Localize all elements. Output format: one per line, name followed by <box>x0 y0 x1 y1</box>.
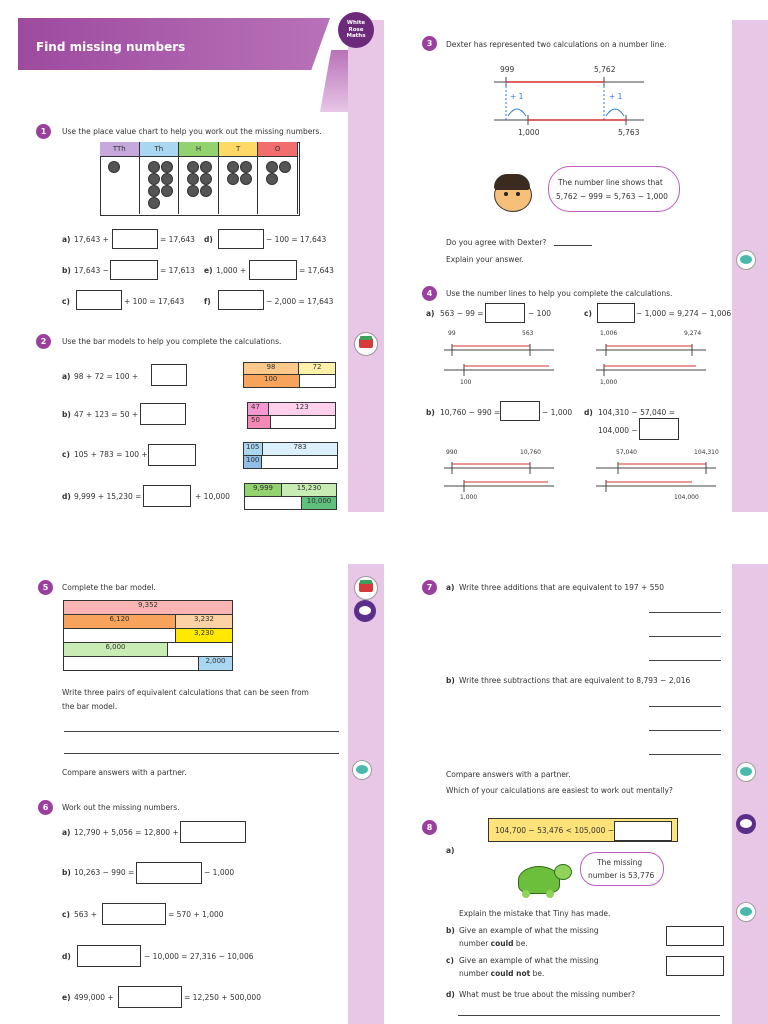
pv-counter <box>200 185 212 197</box>
q8b-line2: number could be. <box>459 939 528 948</box>
q5-bar-6120: 6,120 <box>63 614 176 629</box>
q4a-label: a) <box>426 309 435 318</box>
q1b-answer-box[interactable] <box>110 260 158 280</box>
pv-counter <box>148 197 160 209</box>
tiny-tortoise-avatar <box>510 856 574 902</box>
pv-counter <box>161 185 173 197</box>
q2a-left: 98 + 72 = 100 + <box>74 372 139 381</box>
question-6-number: 6 <box>38 800 53 815</box>
q2b-bar-47: 47 <box>247 402 269 416</box>
q4a-right: − 100 <box>528 309 551 318</box>
worksheet-page-4 <box>384 512 768 1024</box>
q2c-bar-blank[interactable] <box>261 455 338 469</box>
q1d-right: − 100 = 17,643 <box>266 235 327 244</box>
discuss-icon <box>352 760 372 780</box>
calculator-icon <box>354 576 378 600</box>
pv-counter <box>187 161 199 173</box>
q1f-right: − 2,000 = 17,643 <box>266 297 334 306</box>
q1a-right: = 17,643 <box>160 235 195 244</box>
q4c-label: c) <box>584 309 592 318</box>
q4a-number-lines <box>444 336 554 378</box>
q2c-left: 105 + 783 = 100 + <box>74 450 148 459</box>
q5-write-line-1: Write three pairs of equivalent calculations that can be seen from <box>62 688 309 697</box>
question-3-number: 3 <box>422 36 437 51</box>
q3-label-999: 999 <box>500 65 515 74</box>
q4d-label: d) <box>584 408 593 417</box>
pv-counter <box>240 173 252 185</box>
q5-write-line-2: the bar model. <box>62 702 118 711</box>
q8b-answer-box[interactable] <box>666 926 724 946</box>
q6c-answer-box[interactable] <box>102 903 166 925</box>
q5-bar-9352: 9,352 <box>63 600 233 615</box>
q5-bar-blank-1[interactable] <box>63 628 176 643</box>
q7a-line-1[interactable] <box>649 612 721 613</box>
q6a-answer-box[interactable] <box>180 821 246 843</box>
page-side-stripe <box>348 20 384 512</box>
q7b-label: b) <box>446 676 455 685</box>
calculator-icon <box>354 332 378 356</box>
q6e-label: e) <box>62 993 71 1002</box>
q3-instruction: Dexter has represented two calculations on a number line. <box>446 40 667 49</box>
q2b-bar-123: 123 <box>268 402 336 416</box>
pv-counter <box>161 173 173 185</box>
q1a-left: 17,643 + <box>74 235 109 244</box>
q4c-label-1000: 1,000 <box>600 379 618 386</box>
q4c-label-9274: 9,274 <box>684 330 702 337</box>
q4d-number-lines <box>596 456 716 494</box>
q3-jump-1: + 1 <box>510 92 524 101</box>
page-side-stripe <box>348 564 384 1024</box>
pv-counter <box>266 173 278 185</box>
q4c-number-lines <box>596 336 706 378</box>
q7-which: Which of your calculations are easiest to work out mentally? <box>446 786 673 795</box>
q1d-label: d) <box>204 235 213 244</box>
header-tab <box>320 50 348 112</box>
page-title: Find missing numbers <box>36 40 186 54</box>
pv-header-h: H <box>179 142 218 157</box>
tiny-speech-line-1: The missing <box>597 858 643 867</box>
q3-label-5763: 5,763 <box>618 128 640 137</box>
q7b-line-2[interactable] <box>649 730 721 731</box>
q6c-left: 563 + <box>74 910 97 919</box>
q8a-explain: Explain the mistake that Tiny has made. <box>459 909 611 918</box>
q2a-answer-box[interactable] <box>151 364 187 386</box>
pv-column-o <box>258 142 298 214</box>
q3-agree-line[interactable] <box>554 245 592 246</box>
q5-bar-3230: 3,230 <box>175 628 233 643</box>
q4b-right: − 1,000 <box>542 408 573 417</box>
q8a-label: a) <box>446 846 455 855</box>
dexter-speech-bubble <box>548 166 680 212</box>
q2c-bar-100: 100 <box>243 455 262 469</box>
q6e-answer-box[interactable] <box>118 986 182 1008</box>
q4b-label-990: 990 <box>446 449 458 456</box>
brain-icon <box>354 600 376 622</box>
pv-counter <box>148 185 160 197</box>
question-8-number: 8 <box>422 820 437 835</box>
dexter-speech-line-2: 5,762 − 999 = 5,763 − 1,000 <box>556 192 668 201</box>
q8-statement-answer-box[interactable] <box>614 821 672 841</box>
pv-column-tth <box>100 142 140 214</box>
place-value-columns <box>100 142 298 214</box>
white-rose-logo: White Rose Maths <box>338 12 374 48</box>
worksheet-page-3 <box>0 512 384 1024</box>
q5-bar-6000: 6,000 <box>63 642 168 657</box>
q8c-line1: Give an example of what the missing <box>459 956 599 965</box>
q4a-label-99: 99 <box>448 330 456 337</box>
q5-answer-line-1[interactable] <box>64 731 339 732</box>
q6e-right: = 12,250 + 500,000 <box>184 993 261 1002</box>
pv-header-th: Th <box>140 142 179 157</box>
q5-bar-blank-3[interactable] <box>63 656 199 671</box>
q4d-label-57040: 57,040 <box>616 449 637 456</box>
q6a-left: 12,790 + 5,056 = 12,800 + <box>74 828 179 837</box>
q5-bar-blank-2[interactable] <box>167 642 233 657</box>
q1c-answer-box[interactable] <box>76 290 122 310</box>
q5-bar-2000: 2,000 <box>198 656 233 671</box>
q1-instruction: Use the place value chart to help you work out the missing numbers. <box>62 127 322 136</box>
q6d-right: − 10,000 = 27,316 − 10,006 <box>144 952 254 961</box>
q4d-line1: 104,310 − 57,040 = <box>598 408 675 417</box>
q2d-left: 9,999 + 15,230 = <box>74 492 142 501</box>
pv-counter <box>148 161 160 173</box>
q2c-bar-105: 105 <box>243 442 263 456</box>
q2d-bar-blank[interactable] <box>244 496 302 510</box>
pv-column-t <box>219 142 259 214</box>
pv-counter <box>227 173 239 185</box>
pv-counter <box>227 161 239 173</box>
q2a-bar-72: 72 <box>298 362 336 375</box>
q8b-line1: Give an example of what the missing <box>459 926 599 935</box>
question-4-number: 4 <box>422 286 437 301</box>
pv-counter <box>148 173 160 185</box>
q2a-label: a) <box>62 372 71 381</box>
q6-instruction: Work out the missing numbers. <box>62 803 180 812</box>
q1e-answer-box[interactable] <box>249 260 297 280</box>
pv-header-tth: TTh <box>100 142 139 157</box>
question-2-number: 2 <box>36 334 51 349</box>
q2d-bar-10000: 10,000 <box>301 496 337 510</box>
q4c-right: − 1,000 = 9,274 − 1,006 <box>636 309 732 318</box>
brain-icon <box>736 814 756 834</box>
q8d-label: d) <box>446 990 455 999</box>
pv-counter <box>200 173 212 185</box>
q1a-answer-box[interactable] <box>112 229 158 249</box>
q8-statement: 104,700 − 53,476 < 105,000 − <box>495 826 615 835</box>
q4b-left: 10,760 − 990 = <box>440 408 501 417</box>
discuss-icon <box>736 250 756 270</box>
q6b-answer-box[interactable] <box>136 862 202 884</box>
pv-counter <box>187 185 199 197</box>
q5-bar-3232: 3,232 <box>175 614 233 629</box>
q4a-left: 563 − 99 = <box>440 309 484 318</box>
q7a-line-3[interactable] <box>649 660 721 661</box>
q7b-text: Write three subtractions that are equivalent to 8,793 − 2,016 <box>459 676 691 685</box>
q2c-answer-box[interactable] <box>148 444 196 466</box>
q4d-line2: 104,000 − <box>598 426 638 435</box>
q1e-label: e) <box>204 266 213 275</box>
q2c-label: c) <box>62 450 70 459</box>
question-5-number: 5 <box>38 580 53 595</box>
pv-counter <box>187 173 199 185</box>
q8d-text: What must be true about the missing number? <box>459 990 636 999</box>
q2d-bar-9999: 9,999 <box>244 483 282 497</box>
q6b-right: − 1,000 <box>204 868 235 877</box>
q3-agree-question: Do you agree with Dexter? <box>446 238 547 247</box>
q4d-answer-box[interactable] <box>639 418 679 440</box>
q2d-label: d) <box>62 492 71 501</box>
q2d-answer-box[interactable] <box>143 485 191 507</box>
q3-jump-2: + 1 <box>609 92 623 101</box>
q7a-text: Write three additions that are equivalent to 197 + 550 <box>459 583 665 592</box>
q4a-label-563: 563 <box>522 330 534 337</box>
pv-column-th <box>140 142 180 214</box>
q1e-right: = 17,643 <box>299 266 334 275</box>
q4a-label-100: 100 <box>460 379 472 386</box>
page-side-stripe <box>732 564 768 1024</box>
q2a-bar-blank[interactable] <box>299 374 336 388</box>
q1a-label: a) <box>62 235 71 244</box>
q6b-left: 10,263 − 990 = <box>74 868 135 877</box>
q4c-label-1006: 1,006 <box>600 330 618 337</box>
dexter-speech-line-1: The number line shows that <box>558 178 663 187</box>
q5-compare: Compare answers with a partner. <box>62 768 187 777</box>
q7b-line-3[interactable] <box>649 754 721 755</box>
q6d-label: d) <box>62 952 71 961</box>
q6a-label: a) <box>62 828 71 837</box>
pv-counter <box>279 161 291 173</box>
q1f-answer-box[interactable] <box>218 290 264 310</box>
pv-counter <box>108 161 120 173</box>
q7b-line-1[interactable] <box>649 706 721 707</box>
q2d-right: + 10,000 <box>195 492 230 501</box>
pv-counter <box>240 161 252 173</box>
q7a-label: a) <box>446 583 455 592</box>
q2b-answer-box[interactable] <box>140 403 186 425</box>
q2a-bar-100: 100 <box>243 374 300 388</box>
q8c-label: c) <box>446 956 454 965</box>
q2b-left: 47 + 123 = 50 + <box>74 410 139 419</box>
worksheet-page-2 <box>384 0 768 512</box>
q2d-bar-15230: 15,230 <box>281 483 337 497</box>
q6c-right: = 570 + 1,000 <box>168 910 224 919</box>
q4b-label: b) <box>426 408 435 417</box>
pv-counter <box>161 161 173 173</box>
q3-label-1000: 1,000 <box>518 128 540 137</box>
question-1-number: 1 <box>36 124 51 139</box>
q1c-label: c) <box>62 297 70 306</box>
q2c-bar-783: 783 <box>262 442 338 456</box>
q8c-line2: number could not be. <box>459 969 545 978</box>
q8c-answer-box[interactable] <box>666 956 724 976</box>
q2b-bar-50: 50 <box>247 415 271 429</box>
q8b-label: b) <box>446 926 455 935</box>
q8d-answer-line[interactable] <box>458 1015 720 1016</box>
q1b-right: = 17,613 <box>160 266 195 275</box>
q6b-label: b) <box>62 868 71 877</box>
q1f-label: f) <box>204 297 211 306</box>
q4d-label-104310: 104,310 <box>694 449 719 456</box>
question-7-number: 7 <box>422 580 437 595</box>
q5-instruction: Complete the bar model. <box>62 583 156 592</box>
q2a-bar-98: 98 <box>243 362 299 375</box>
q7-compare: Compare answers with a partner. <box>446 770 571 779</box>
q6d-answer-box[interactable] <box>77 945 141 967</box>
q4-instruction: Use the number lines to help you complete the calculations. <box>446 289 673 298</box>
q6c-label: c) <box>62 910 70 919</box>
q2-instruction: Use the bar models to help you complete the calculations. <box>62 337 282 346</box>
discuss-icon <box>736 762 756 782</box>
q4b-label-1000: 1,000 <box>460 494 478 501</box>
pv-counter <box>200 161 212 173</box>
pv-column-h <box>179 142 219 214</box>
pv-header-o: O <box>258 142 297 157</box>
q4b-answer-box[interactable] <box>500 401 540 421</box>
q4b-number-lines <box>444 456 554 494</box>
q3-explain: Explain your answer. <box>446 255 524 264</box>
tiny-speech-line-2: number is 53,776 <box>588 871 655 880</box>
pv-header-t: T <box>219 142 258 157</box>
dexter-avatar <box>490 172 534 212</box>
pv-counter <box>266 161 278 173</box>
discuss-icon <box>736 902 756 922</box>
q1b-left: 17,643 − <box>74 266 109 275</box>
q1e-left: 1,000 + <box>216 266 247 275</box>
q2b-bar-blank[interactable] <box>270 415 336 429</box>
q2b-label: b) <box>62 410 71 419</box>
q4d-label-104000: 104,000 <box>674 494 699 501</box>
q1c-right: + 100 = 17,643 <box>124 297 185 306</box>
q4a-answer-box[interactable] <box>485 303 525 323</box>
worksheet-page-1 <box>0 0 384 512</box>
q4c-answer-box[interactable] <box>597 303 635 323</box>
q1d-answer-box[interactable] <box>218 229 264 249</box>
q4b-label-10760: 10,760 <box>520 449 541 456</box>
q6e-left: 499,000 + <box>74 993 114 1002</box>
q7a-line-2[interactable] <box>649 636 721 637</box>
q1b-label: b) <box>62 266 71 275</box>
q3-label-5762: 5,762 <box>594 65 616 74</box>
q5-answer-line-2[interactable] <box>64 753 339 754</box>
